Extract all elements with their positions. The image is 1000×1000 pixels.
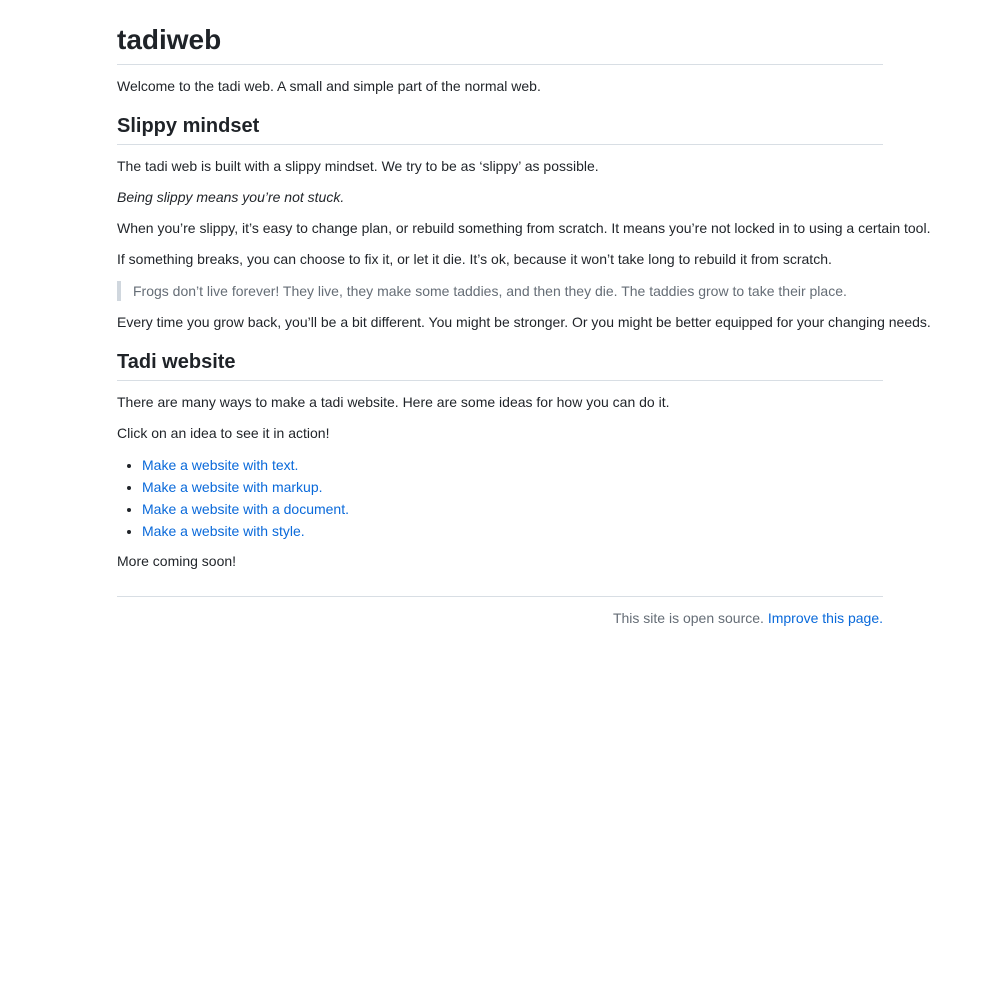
website-divider (117, 380, 883, 381)
title-divider (117, 64, 883, 65)
slippy-divider (117, 144, 883, 145)
website-paragraph-1: There are many ways to make a tadi website. Here are some ideas for how you can do it. (117, 394, 670, 410)
slippy-emphasis: Being slippy means you’re not stuck. (117, 189, 345, 205)
idea-link-text[interactable]: Make a website with text. (142, 457, 299, 473)
slippy-paragraph-2 (117, 187, 344, 207)
idea-link-style[interactable]: Make a website with style. (142, 523, 305, 539)
list-item (142, 520, 349, 542)
more-coming-soon: More coming soon! (117, 553, 237, 569)
slippy-paragraph-1: The tadi web is built with a slippy mindset. We try to be as ‘slippy’ as possible. (117, 158, 599, 174)
footer-text: This site is open source. (612, 610, 764, 626)
slippy-heading: Slippy mindset (117, 115, 260, 137)
website-heading: Tadi website (117, 351, 236, 373)
ideas-list (117, 454, 349, 542)
improve-page-link[interactable]: Improve this page. (767, 610, 883, 626)
footer (613, 608, 883, 628)
slippy-paragraph-5: Every time you grow back, you’ll be a bit different. You might be stronger. Or you might be better equipped for your changing needs. (117, 314, 931, 330)
website-paragraph-2: Click on an idea to see it in action! (117, 425, 330, 441)
slippy-paragraph-3: When you’re slippy, it’s easy to change plan, or rebuild something from scratch. It means you’re not locked in to using a certain tool. (117, 220, 931, 236)
list-item (142, 454, 349, 476)
frogs-blockquote: Frogs don’t live forever! They live, they make some taddies, and then they die. The taddies grow to take their place. (117, 281, 847, 301)
footer-divider (117, 596, 883, 597)
slippy-paragraph-4: If something breaks, you can choose to fix it, or let it die. It’s ok, because it won’t take long to rebuild it from scratch. (117, 251, 832, 267)
list-item (142, 476, 349, 498)
idea-link-document[interactable]: Make a website with a document. (142, 501, 349, 517)
list-item (142, 498, 349, 520)
idea-link-markup[interactable]: Make a website with markup. (142, 479, 323, 495)
intro-text: Welcome to the tadi web. A small and simple part of the normal web. (117, 78, 541, 94)
site-title: tadiweb (117, 24, 222, 55)
